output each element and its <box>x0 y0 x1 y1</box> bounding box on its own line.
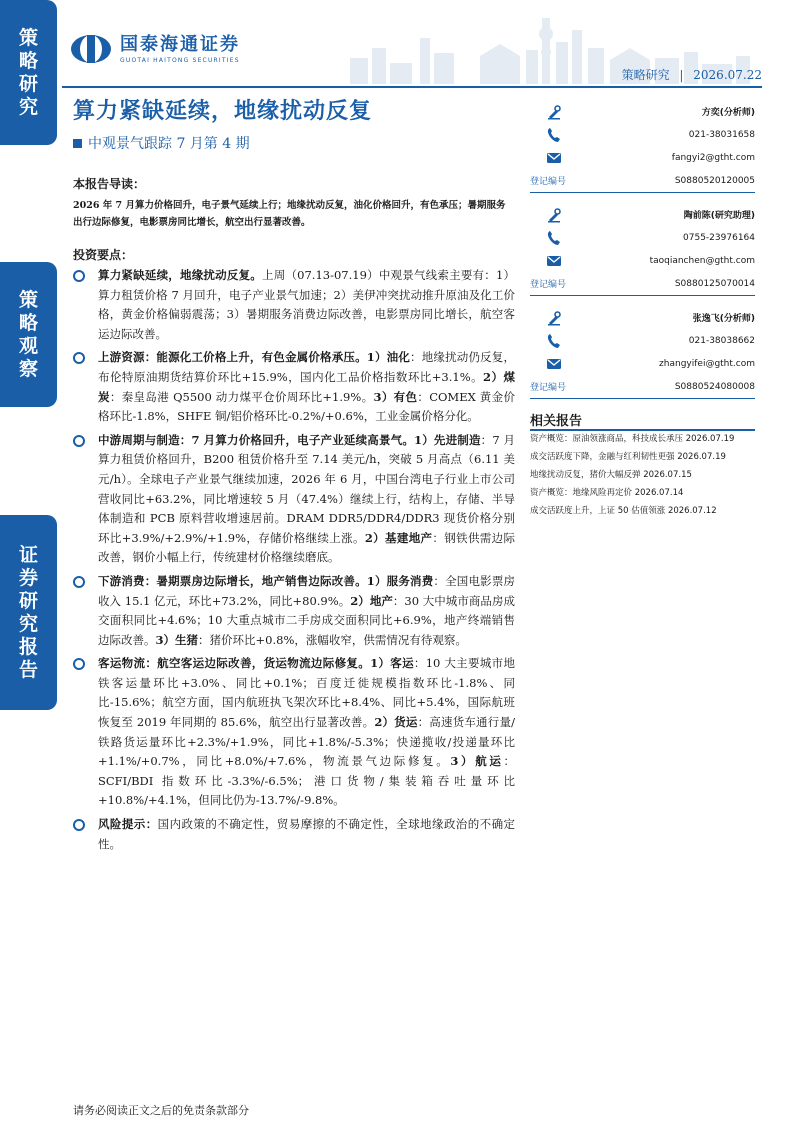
registration-label: 登记编号 <box>530 280 567 290</box>
related-report-title: 成交活跃度上升，上证 50 估值领涨 <box>530 506 666 516</box>
intro-heading: 本报告导读： <box>73 177 146 191</box>
registration-number: S0880520120005 <box>674 175 755 186</box>
circle-bullet-icon <box>73 658 85 670</box>
related-report-title: 资产概览：地缘风险再定价 <box>530 488 633 498</box>
key-point-item <box>73 348 515 426</box>
related-report-date: 2026.07.19 <box>685 434 735 444</box>
related-report-title: 成交活跃度下降，金融与红利韧性更强 <box>530 452 675 462</box>
registration-label: 登记编号 <box>530 383 567 393</box>
related-report-title: 地缘扰动反复，猪价大幅反弹 <box>530 470 641 480</box>
mail-icon <box>546 253 562 269</box>
tab-char: 察 <box>18 357 38 380</box>
tab-char: 究 <box>18 95 38 118</box>
analyst-name: 陶前陈(研究助理) <box>683 211 755 221</box>
analyst-card <box>530 306 755 399</box>
phone-icon <box>546 127 562 143</box>
tab-char: 究 <box>18 612 38 635</box>
mail-icon <box>546 150 562 166</box>
tab-char: 略 <box>18 49 38 72</box>
tab-char: 研 <box>18 72 38 95</box>
key-point-item <box>73 431 515 568</box>
report-category: 策略研究 <box>621 68 670 82</box>
registration-number: S0880524080008 <box>674 381 755 392</box>
related-divider <box>530 429 755 431</box>
related-report-item[interactable] <box>530 433 760 445</box>
related-report-date: 2026.07.12 <box>667 506 717 516</box>
analyst-email[interactable]: zhangyifei@gtht.com <box>659 358 755 369</box>
analyst-email[interactable]: fangyi2@gtht.com <box>671 152 755 163</box>
circle-bullet-icon <box>73 435 85 447</box>
report-title: 算力紧缺延续，地缘扰动反复 <box>73 98 373 124</box>
subtitle-text: 中观景气跟踪 7 月第 4 期 <box>88 136 250 152</box>
mail-icon <box>546 356 562 372</box>
key-point-lead: 客运物流：航空客运边际改善，货运物流边际修复。 <box>98 656 371 671</box>
report-date: 2026.07.22 <box>693 68 762 82</box>
analyst-card <box>530 100 755 193</box>
key-point-lead: 下游消费：暑期票房边际增长，地产销售边际改善。 <box>98 573 367 588</box>
key-point-body: 国内政策的不确定性，贸易摩擦的不确定性，全球地缘政治的不确定性。 <box>98 817 516 851</box>
logo-english: GUOTAI HAITONG SECURITIES <box>120 56 240 64</box>
analyst-email[interactable]: taoqianchen@gtht.com <box>649 255 755 266</box>
key-points-heading: 投资要点： <box>73 248 134 262</box>
pen-icon <box>546 310 562 326</box>
related-report-item[interactable] <box>530 487 760 499</box>
sidebar-tab-strategy-research <box>0 0 57 145</box>
sidebar-tab-securities-report <box>0 515 57 710</box>
analyst-divider <box>530 295 755 296</box>
key-point-body: 1）客运：10 大主要城市地铁客运量环比+3.0%、同比+0.1%；百度迁徙规模指数环比-1.8%、同比-15.6%；航空方面，国内航班执飞架次环比+8.4%、同比+5.4%，国际航班恢复至 2019 年同期的 85.6%，航空出行显著改善。2）货运：高速货车通行量/铁路货运量环比+2.3%/+1.9%，同比+1.8%/-5.3%；快递揽收/投递量环比+1.1%/+0.7%，同比+8.0%/+7.6%，物流景气边际修复。3）航运：SCFI/BDI 指数环比-3.3%/-6.5%；港口货物/集装箱吞吐量环比+10.8%/+4.1%，但同比仍为-13.7%/-9.8%。 <box>98 656 516 808</box>
related-report-date: 2026.07.15 <box>643 470 692 480</box>
analyst-name: 方奕(分析师) <box>701 108 755 118</box>
report-subtitle <box>73 133 250 153</box>
pen-icon <box>546 207 562 223</box>
logo-mark-icon <box>70 34 112 64</box>
related-reports-heading: 相关报告 <box>530 414 583 429</box>
intro-text: 2026 年 7 月算力价格回升，电子景气延续上行；地缘扰动反复，油化价格回升，有色承压；暑期服务出行边际修复，电影票房同比增长，航空出行显著改善。 <box>73 200 506 228</box>
key-point-body: 1）油化：地缘扰动仍反复，布伦特原油期货结算价环比+15.9%，国内化工品价格指数环比+3.1%。2）煤炭：秦皇岛港 Q5500 动力煤平仓价周环比+1.9%。3）有色：COMEX 黄金价格环比-1.8%，SHFE 铜/铝价格环比-0.2%/+0.6%，工业金属价格分化。 <box>98 350 515 424</box>
analyst-divider <box>530 398 755 399</box>
related-report-date: 2026.07.19 <box>677 452 726 462</box>
company-logo <box>70 34 240 64</box>
key-point-lead: 上游资源：能源化工价格上升，有色金属价格承压。 <box>98 350 367 365</box>
tab-char: 证 <box>18 543 38 566</box>
square-bullet-icon <box>73 139 82 148</box>
key-point-lead: 风险提示： <box>98 817 158 832</box>
analyst-phone: 021-38038662 <box>688 335 755 346</box>
circle-bullet-icon <box>73 270 85 282</box>
registration-label: 登记编号 <box>530 177 567 187</box>
registration-number: S0880125070014 <box>674 278 755 289</box>
phone-icon <box>546 333 562 349</box>
analyst-phone: 021-38031658 <box>688 129 755 140</box>
sidebar-tab-strategy-observation <box>0 262 57 407</box>
phone-icon <box>546 230 562 246</box>
related-report-title: 资产概览：原油领涨商品，科技成长承压 <box>530 434 684 444</box>
analyst-phone: 0755-23976164 <box>683 232 755 243</box>
key-point-item <box>73 572 515 650</box>
related-report-item[interactable] <box>530 505 760 517</box>
disclaimer-footer: 请务必阅读正文之后的免责条款部分 <box>73 1104 249 1117</box>
tab-char: 观 <box>18 334 38 357</box>
key-point-lead: 算力紧缺延续，地缘扰动反复。 <box>98 268 263 282</box>
logo-name: 国泰海通证券 <box>120 33 240 55</box>
header-meta: 策略研究 | 2026.07.22 <box>621 68 762 82</box>
related-report-item[interactable] <box>530 451 760 463</box>
related-reports-list <box>530 433 760 523</box>
circle-bullet-icon <box>73 352 85 364</box>
key-point-body: 上周（07.13-07.19）中观景气线索主要有：1）算力租赁价格 7 月回升，电子产业景气加速；2）美伊冲突扰动推升原油及化工价格，黄金价格偏弱震荡；3）暑期服务消费边际改善，电影票房同比增长，航空客运边际改善。 <box>98 268 516 341</box>
tab-char: 略 <box>18 311 38 334</box>
key-point-body: 1）先进制造：7 月算力租赁价格回升，B200 租赁价格升至 7.14 美元/h，突破 5 月高点（6.11 美元/h）。全球电子产业景气继续加速，2026 年 6 月，中国台湾电子行业上市公司营收同比+63.2%，同比增速较 5 月（47.4%）继续上行，结构上，存储、半导体制造和 PCB 原料营收增速居前。DRAM DDR5/DDR4/DDR3 现货价格分别环比+3.9%/+2.9%/+1.9%，存储价格继续上涨。2）基建地产：钢铁供需边际改善，钢价小幅上行，传统建材价格继续磨底。 <box>98 432 515 565</box>
circle-bullet-icon <box>73 819 85 831</box>
related-report-item[interactable] <box>530 469 760 481</box>
key-point-body: 1）服务消费：全国电影票房收入 15.1 亿元，环比+73.2%，同比+80.9%。2）地产：30 大中城市商品房成交面积同比+4.6%；10 大重点城市二手房成交面积同比+6.9%，地产终端销售边际改善。3）生猪：猪价环比+0.8%，涨幅收窄，供需情况有待观察。 <box>98 573 516 647</box>
tab-char: 策 <box>18 26 38 49</box>
analyst-panel <box>530 100 755 409</box>
tab-char: 策 <box>18 288 38 311</box>
key-points-list <box>73 266 515 858</box>
circle-bullet-icon <box>73 576 85 588</box>
analyst-divider <box>530 192 755 193</box>
related-report-date: 2026.07.14 <box>634 488 684 498</box>
header-divider <box>62 86 762 88</box>
tab-char: 报 <box>18 635 38 658</box>
tab-char: 告 <box>18 658 38 681</box>
key-point-item <box>73 266 515 344</box>
analyst-card <box>530 203 755 296</box>
key-point-item <box>73 654 515 811</box>
tab-char: 券 <box>18 566 38 589</box>
key-point-item <box>73 815 515 854</box>
tab-char: 研 <box>18 589 38 612</box>
key-point-lead: 中游周期与制造：7 月算力价格回升，电子产业延续高景气。 <box>98 432 415 447</box>
analyst-name: 张逸飞(分析师) <box>692 314 755 324</box>
pen-icon <box>546 104 562 120</box>
